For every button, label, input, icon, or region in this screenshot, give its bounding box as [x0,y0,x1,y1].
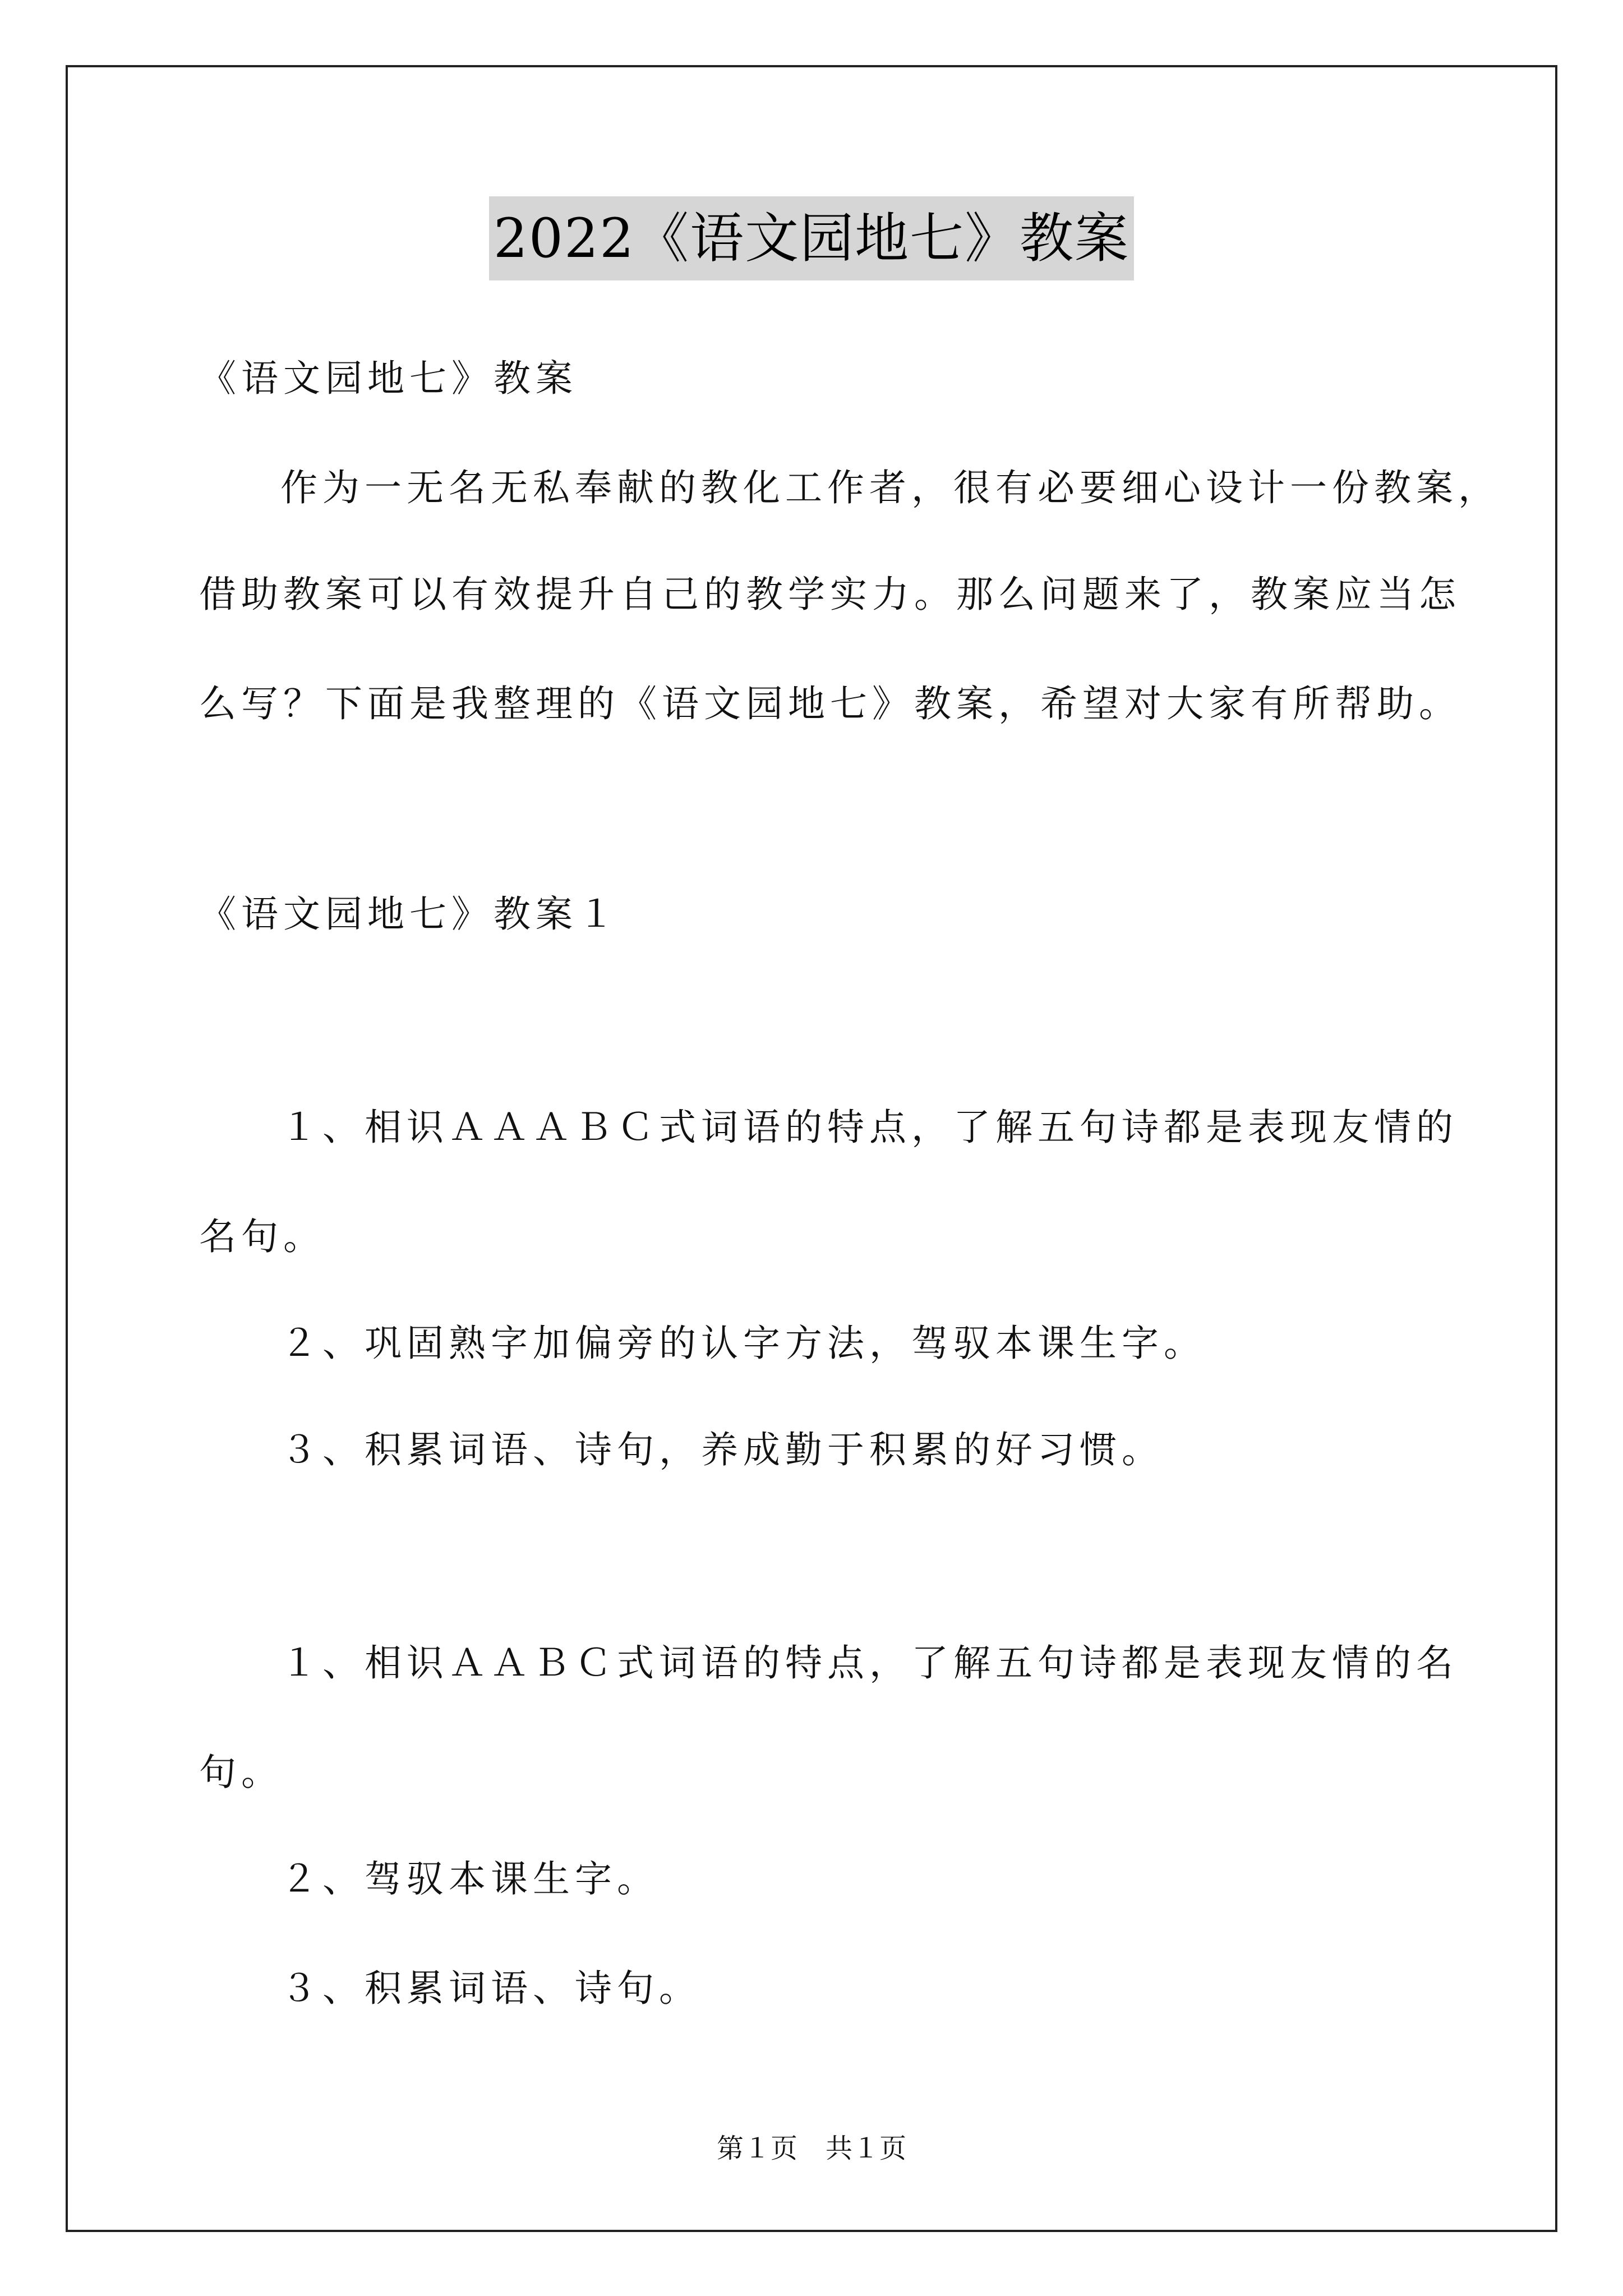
goal-a-item-1-line-1: １、相识ＡＡＡＢＣ式词语的特点，了解五句诗都是表现友情的 [280,1106,1458,1149]
document-title: 2022《语文园地七》教案 [489,196,1134,280]
goal-b-item-2: ２、驾驭本课生字。 [280,1857,659,1901]
goal-b-item-1-line-2: 句。 [199,1751,283,1794]
intro-line-2: 借助教案可以有效提升自己的教学实力。那么问题来了，教案应当怎 [199,573,1461,616]
title-container [0,196,1623,280]
goal-a-item-2: ２、巩固熟字加偏旁的认字方法，驾驭本课生字。 [280,1322,1206,1365]
page-number-total: 共１页 [826,2133,907,2164]
goal-b-item-1-line-1: １、相识ＡＡＢＣ式词语的特点，了解五句诗都是表现友情的名 [280,1641,1458,1685]
document-subtitle: 《语文园地七》教案 [199,357,578,400]
goal-b-item-3: ３、积累词语、诗句。 [280,1967,701,2010]
goal-a-item-1-line-2: 名句。 [199,1215,325,1258]
intro-line-3: 么写？下面是我整理的《语文园地七》教案，希望对大家有所帮助。 [199,682,1461,725]
goal-a-item-3: ３、积累词语、诗句，养成勤于积累的好习惯。 [280,1428,1164,1471]
page-footer [0,2129,1623,2168]
section-heading: 《语文园地七》教案１ [199,892,620,936]
intro-line-1: 作为一无名无私奉献的教化工作者，很有必要细心设计一份教案， [280,466,1500,509]
page-number-current: 第１页 [716,2133,797,2164]
